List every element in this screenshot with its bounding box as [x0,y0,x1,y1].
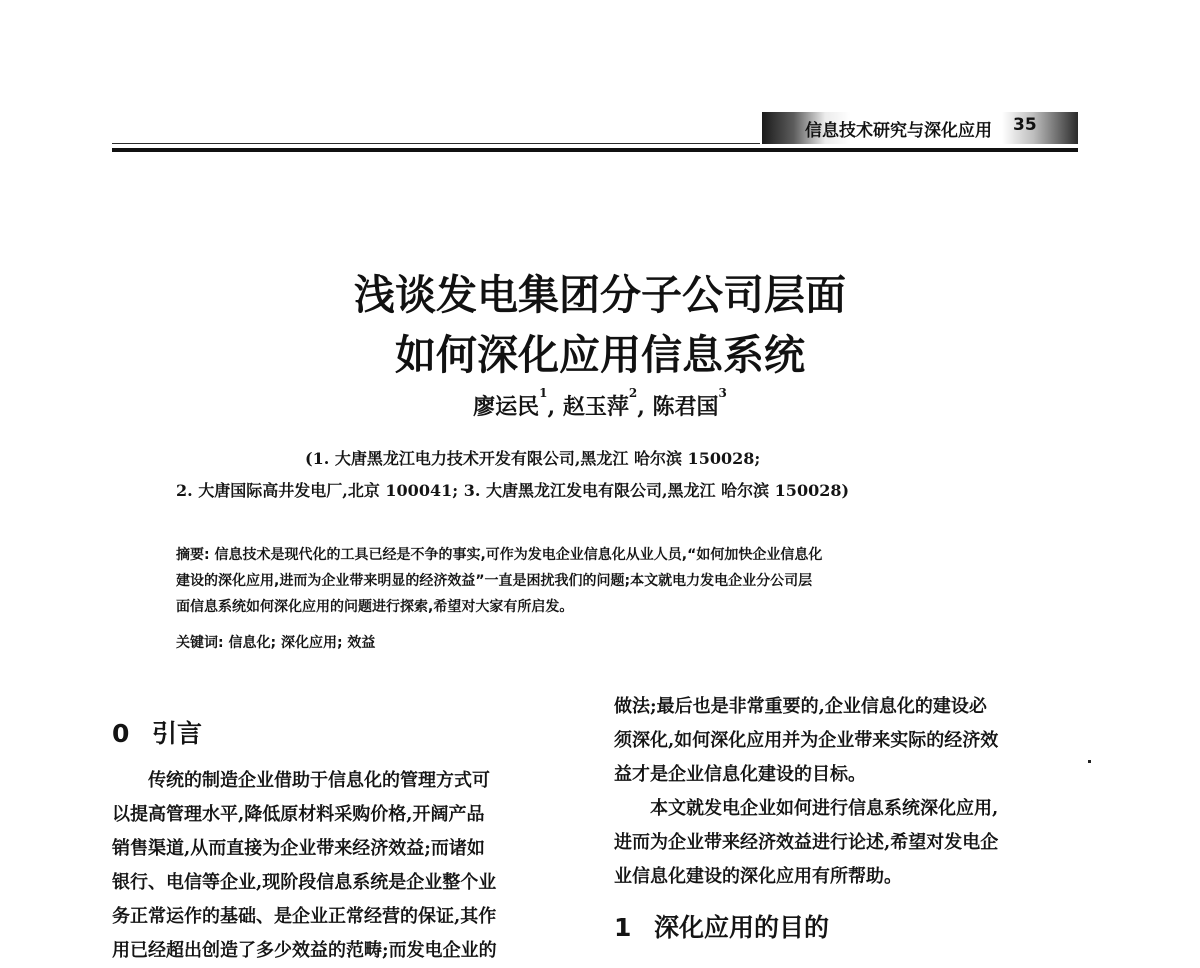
body-line: 银行、电信等企业,现阶段信息系统是企业整个业 [112,872,497,893]
keywords-label: 关键词: [176,635,224,651]
paper-title-line-2: 如何深化应用信息系统 [395,331,805,379]
abstract-line [176,542,1036,568]
keywords [176,632,375,652]
paper-title-line-1: 浅谈发电集团分子公司层面 [354,271,846,319]
section-heading-1 [614,908,829,944]
body-line: 做法;最后也是非常重要的,企业信息化的建设必 [614,696,987,717]
body-line: 本文就发电企业如何进行信息系统深化应用, [650,798,999,819]
header-rule-thick [112,148,1078,152]
keywords-text: 信息化; 深化应用; 效益 [228,635,376,651]
author-name: 廖运民 [473,394,540,420]
affiliation-line-1: (1. 大唐黑龙江电力技术开发有限公司,黑龙江 哈尔滨 150028; [305,449,761,468]
affiliation-line-2: 2. 大唐国际高井发电厂,北京 100041; 3. 大唐黑龙江发电有限公司,黑龙江 哈尔滨 150028) [176,481,850,500]
header-rule-thin [112,143,760,144]
body-line: 以提高管理水平,降低原材料采购价格,开阔产品 [112,804,485,825]
section-number: 1 [614,913,632,942]
left-column-body [112,764,582,968]
body-line: 业信息化建设的深化应用有所帮助。 [614,866,902,887]
abstract-line: 建设的深化应用,进而为企业带来明显的经济效益”一直是困扰我们的问题;本文就电力发电企业分公司层 [176,573,813,589]
author-affiliation-mark: 2 [628,386,638,400]
section-heading-0 [112,714,202,750]
section-number: 0 [112,719,130,748]
body-line: 务正常运作的基础、是企业正常经营的保证,其作 [112,906,497,927]
author-name: 赵玉萍 [562,394,629,420]
author-name: 陈君国 [652,394,719,420]
body-line: 进而为企业带来经济效益进行论述,希望对发电企 [614,832,999,853]
author-affiliation-mark: 3 [718,386,727,400]
abstract-line: 面信息系统如何深化应用的问题进行探索,希望对大家有所启发。 [176,599,574,615]
author-affiliation-mark: 1 [539,386,548,400]
author-list: 廖运民$^1$, 赵玉萍$^2$, 陈君国$^3$ [473,386,727,420]
section-title: 深化应用的目的 [654,913,830,942]
scan-speck [1088,760,1091,763]
body-line: 销售渠道,从而直接为企业带来经济效益;而诸如 [112,838,485,859]
running-header-title: 信息技术研究与深化应用 [805,121,992,141]
abstract-text: 信息技术是现代化的工具已经是不争的事实,可作为发电企业信息化从业人员,“如何加快企业信息化 [214,547,823,563]
body-line: 用已经超出创造了多少效益的范畴;而发电企业的 [112,940,497,961]
abstract-label: 摘要: [176,547,210,563]
body-line: 须深化,如何深化应用并为企业带来实际的经济效 [614,730,999,751]
abstract [176,542,1036,620]
page-number: 35 [1013,115,1037,135]
right-column-body [614,690,1084,894]
section-title: 引言 [152,719,203,748]
body-line: 传统的制造企业借助于信息化的管理方式可 [148,770,490,791]
body-line: 益才是企业信息化建设的目标。 [614,764,866,785]
